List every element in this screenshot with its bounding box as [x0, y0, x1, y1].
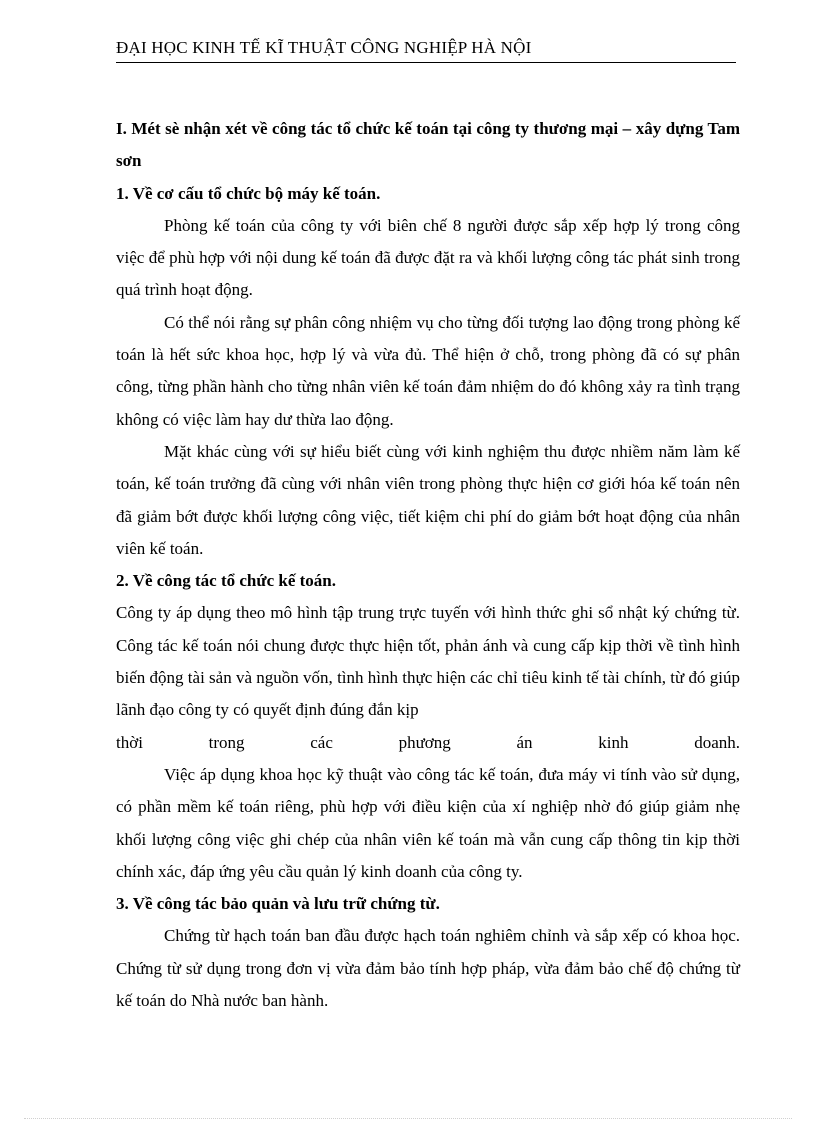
subsection-3-paragraph-1: Chứng từ hạch toán ban đầu được hạch toán nghiêm chỉnh và sắp xếp có khoa học. Chứng từ sử dụng trong đơn vị vừa đảm bảo tính hợp pháp, vừa đảm bảo chế độ chứng từ kế toán do Nhà nước ban hành. [116, 926, 740, 1011]
footer-dotted-rule [24, 1118, 792, 1119]
header-title: ĐẠI HỌC KINH TẾ KĨ THUẬT CÔNG NGHIỆP HÀ NỘI [116, 38, 532, 57]
document-body [116, 113, 740, 1017]
subsection-2-paragraph-1: Công ty áp dụng theo mô hình tập trung trực tuyến với hình thức ghi sổ nhật ký chứng từ. Công tác kế toán nói chung được thực hiện tốt, phản ánh và cung cấp kịp thời về tình hình biến động tài sản và nguồn vốn, tình hình thực hiện các chỉ tiêu kinh tế tài chính, từ đó giúp lãnh đạo công ty có quyết định đúng đắn kịp [116, 603, 740, 720]
subsection-2-paragraph-1-last-line: thời trong các phương án kinh doanh. [116, 732, 740, 752]
subsection-3-heading: 3. Về công tác bảo quản và lưu trữ chứng từ. [116, 894, 440, 914]
subsection-2-heading: 2. Về công tác tổ chức kế toán. [116, 571, 336, 591]
subsection-1-heading: 1. Về cơ cấu tổ chức bộ máy kế toán. [116, 183, 381, 203]
header-rule [116, 62, 736, 63]
subsection-1-paragraph-3: Mặt khác cùng với sự hiểu biết cùng với kinh nghiệm thu được nhiềm năm làm kế toán, kế toán trưởng đã cùng với nhân viên trong phòng thực hiện cơ giới hóa kế toán nên đã giảm bớt được khối lượng công việc, tiết kiệm chi phí do giảm bớt hoạt động của nhân viên kế toán. [116, 441, 740, 558]
subsection-2-paragraph-2: Việc áp dụng khoa học kỹ thuật vào công tác kế toán, đưa máy vi tính vào sử dụng, có phần mềm kế toán riêng, phù hợp với điều kiện của xí nghiệp nhờ đó giúp giảm nhẹ khối lượng công việc ghi chép của nhân viên kế toán mà vẫn cung cấp thông tin kịp thời chính xác, đáp ứng yêu cầu quản lý kinh doanh của công ty. [116, 764, 740, 881]
subsection-1-paragraph-1: Phòng kế toán của công ty với biên chế 8 người được sắp xếp hợp lý trong công việc để phù hợp với nội dung kế toán đã được đặt ra và khối lượng công tác phát sinh trong quá trình hoạt động. [116, 215, 740, 300]
section-heading: I. Mét sè nhận xét về công tác tổ chức kế toán tại công ty thương mại – xây dựng Tam sơn [116, 119, 740, 171]
subsection-1-paragraph-2: Có thể nói rằng sự phân công nhiệm vụ cho từng đối tượng lao động trong phòng kế toán là hết sức khoa học, hợp lý và vừa đủ. Thể hiện ở chỗ, trong phòng đã có sự phân công, từng phần hành cho từng nhân viên kế toán đảm nhiệm do đó không xảy ra tình trạng không có việc làm hay dư thừa lao động. [116, 312, 740, 429]
